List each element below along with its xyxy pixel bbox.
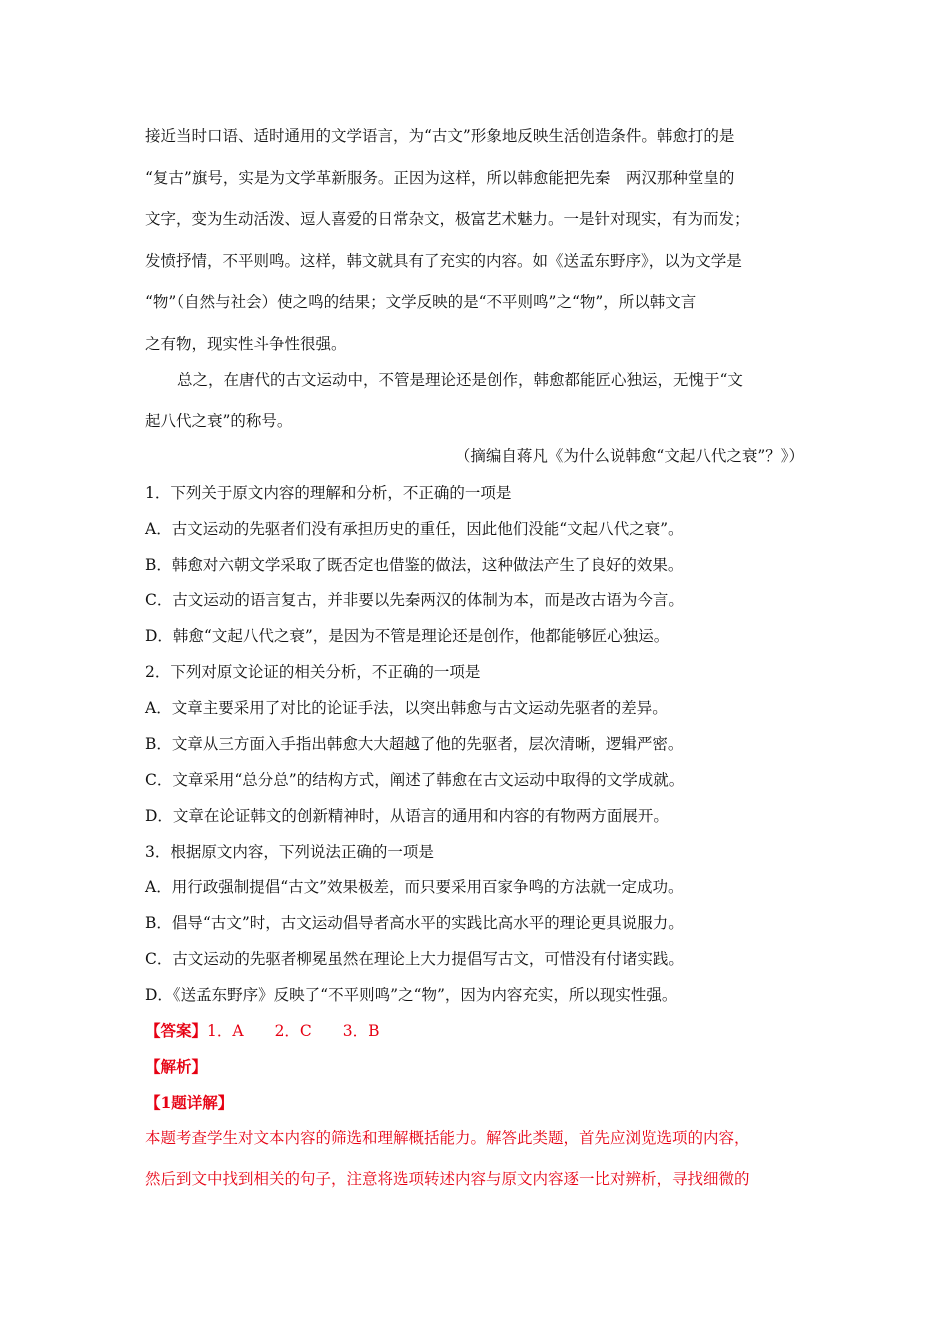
analysis-label: 【解析】	[145, 1057, 208, 1076]
answer-line	[145, 1021, 805, 1041]
question-option: B．倡导“古文”时，古文运动倡导者高水平的实践比高水平的理论更具说服力。	[145, 914, 684, 932]
passage-line: 之有物，现实性斗争性很强。	[145, 335, 347, 353]
passage-line: “物”（自然与社会）使之鸣的结果；文学反映的是“不平则鸣”之“物”，所以韩文言	[145, 293, 697, 311]
analysis-line: 然后到文中找到相关的句子，注意将选项转述内容与原文内容逐一比对辨析，寻找细微的	[145, 1170, 750, 1188]
question-option: C．文章采用“总分总”的结构方式，阐述了韩愈在古文运动中取得的文学成就。	[145, 771, 685, 789]
passage-line: “复古”旗号，实是为文学革新服务。正因为这样，所以韩愈能把先秦 两汉那种堂皇的	[145, 169, 735, 187]
question-option: B．韩愈对六朝文学采取了既否定也借鉴的做法，这种做法产生了良好的效果。	[145, 556, 684, 574]
question-option: A．古文运动的先驱者们没有承担历史的重任，因此他们没能“文起八代之衰”。	[145, 520, 684, 538]
passage-line: 发愤抒情，不平则鸣。这样，韩文就具有了充实的内容。如《送孟东野序》，以为文学是	[145, 252, 742, 270]
question-option: C．古文运动的语言复古，并非要以先秦两汉的体制为本，而是改古语为今言。	[145, 591, 684, 609]
question-option: D．文章在论证韩文的创新精神时，从语言的通用和内容的有物两方面展开。	[145, 807, 669, 825]
passage-line: 文字，变为生动活泼、逗人喜爱的日常杂文，极富艺术魅力。一是针对现实，有为而发；	[145, 210, 750, 228]
question-stem: 2．下列对原文论证的相关分析，不正确的一项是	[145, 663, 481, 681]
question-option: D．韩愈“文起八代之衰”，是因为不管是理论还是创作，他都能够匠心独运。	[145, 627, 670, 645]
question-option: C．古文运动的先驱者柳冕虽然在理论上大力提倡写古文，可惜没有付诸实践。	[145, 950, 684, 968]
detail-label: 【1题详解】	[145, 1093, 234, 1112]
question-option: B．文章从三方面入手指出韩愈大大超越了他的先驱者，层次清晰，逻辑严密。	[145, 735, 684, 753]
question-option: D．《送孟东野序》反映了“不平则鸣”之“物”，因为内容充实，所以现实性强。	[145, 986, 678, 1004]
question-stem: 1．下列关于原文内容的理解和分析，不正确的一项是	[145, 484, 512, 502]
passage-line: 接近当时口语、适时通用的文学语言，为“古文”形象地反映生活创造条件。韩愈打的是	[145, 127, 735, 145]
conclusion-line: 总之，在唐代的古文运动中，不管是理论还是创作，韩愈都能匠心独运，无愧于“文	[177, 371, 743, 389]
question-option: A．用行政强制提倡“古文”效果极差，而只要采用百家争鸣的方法就一定成功。	[145, 878, 684, 896]
answer-label: 【答案】	[145, 1021, 208, 1040]
conclusion-line: 起八代之衰”的称号。	[145, 412, 293, 430]
question-stem: 3．根据原文内容，下列说法正确的一项是	[145, 843, 434, 861]
answer-text: 1．A 2．C 3．B	[207, 1022, 380, 1040]
analysis-line: 本题考查学生对文本内容的筛选和理解概括能力。解答此类题，首先应浏览选项的内容，	[145, 1129, 750, 1147]
question-option: A．文章主要采用了对比的论证手法，以突出韩愈与古文运动先驱者的差异。	[145, 699, 668, 717]
source-attribution: （摘编自蒋凡《为什么说韩愈“文起八代之衰”？》）	[454, 447, 804, 465]
